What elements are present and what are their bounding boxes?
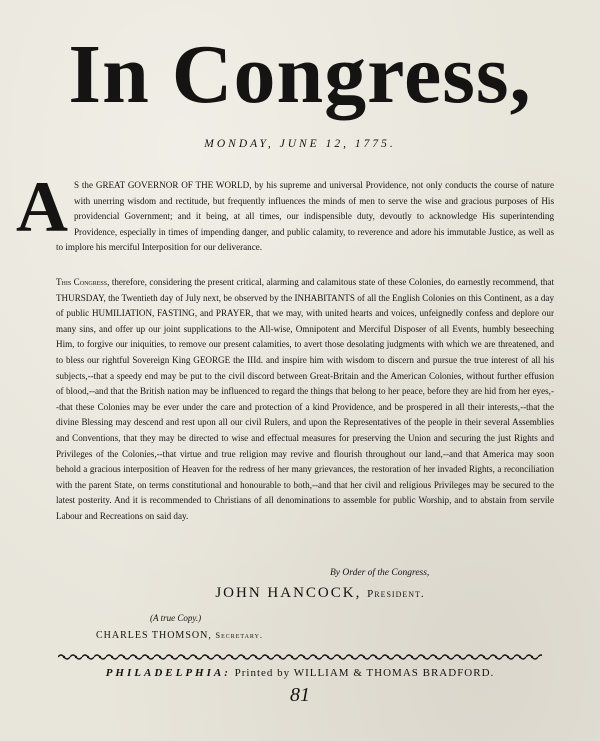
proclamation-paragraph-1: [16, 167, 554, 256]
secretary-name: CHARLES THOMSON,: [96, 630, 212, 641]
paragraph-2-lead: This Congress,: [56, 277, 110, 287]
secretary-title: Secretary.: [215, 630, 264, 640]
page-title: In Congress,: [68, 28, 532, 121]
secretary-signature: [96, 630, 263, 641]
folio-number: 81: [290, 684, 310, 706]
imprint-city: PHILADELPHIA:: [105, 667, 231, 679]
president-title: President.: [367, 588, 425, 600]
printer-imprint: [0, 667, 600, 679]
paragraph-1-text: S the GREAT GOVERNOR OF THE WORLD, by his supreme and universal Providence, not only conducts the course of nature with unerring wisdom and rectitude, but frequently influences the minds of men to serve the wise and gracious purposes of His providencial Government; and it being, at all times, our indispensible duty, devoutly to acknowledge His superintending Providence, especially in times of impending danger, and public calamity, to reverence and adore his immutable Justice, as well as to implore his merciful Interposition for our deliverance.: [56, 180, 554, 253]
drop-cap: A: [16, 167, 68, 247]
president-name: JOHN HANCOCK,: [215, 585, 362, 601]
order-line: By Order of the Congress,: [330, 568, 430, 578]
dateline: MONDAY, JUNE 12, 1775.: [204, 138, 396, 150]
president-signature: [0, 585, 600, 602]
proclamation-paragraph-2: [56, 275, 554, 525]
true-copy-note: (A true Copy.): [150, 613, 202, 623]
ornamental-rule: [58, 653, 542, 661]
imprint-printer: Printed by WILLIAM & THOMAS BRADFORD.: [234, 667, 495, 679]
paragraph-2-text: therefore, considering the present critical, alarming and calamitous state of these Colonies, do earnestly recommend, that THURSDAY, the Twentieth day of July next, be observed by the INHABITANTS of all the English Colonies on this Continent, as a day of public HUMILIATION, FASTING, and PRAYER, that we may, with united hearts and voices, unfeignedly confess and deplore our many sins, and offer up our joint supplications to the All-wise, Omnipotent and Merciful Disposer of all Events, humbly beseeching Him, to forgive our iniquities, to remove our present calamities, to avert those desolating judgments with which we are threatened, and to bless our rightful Sovereign King GEORGE the IIId. and inspire him with wisdom to discern and pursue the true interest of all his subjects,--that a speedy end may be put to the civil discord between Great-Britain and the American Colonies, without further effusion of blood,--and that the British nation may be influenced to regard the things that belong to her peace, before they are hid from her eyes,--that these Colonies may be ever under the care and protection of a kind Providence, and be prospered in all their interests,--that the divine Blessing may descend and rest upon all our civil Rulers, and upon the Representatives of the people in their several Assemblies and Conventions, that they may be directed to wise and effectual measures for preserving the Union and securing the just Rights and Privileges of the Colonies,--that virtue and true religion may revive and flourish throughout our land,--and that America may soon behold a gracious interposition of Heaven for the redress of her many grievances, the restoration of her invaded Rights, a reconciliation with the parent State, on terms constitutional and honourable to both,--and that her civil and religious Privileges may be secured to the latest posterity. And it is recommended to Christians of all denominations to assemble for public Worship, and to abstain from servile Labour and Recreations on said day.: [56, 277, 554, 521]
